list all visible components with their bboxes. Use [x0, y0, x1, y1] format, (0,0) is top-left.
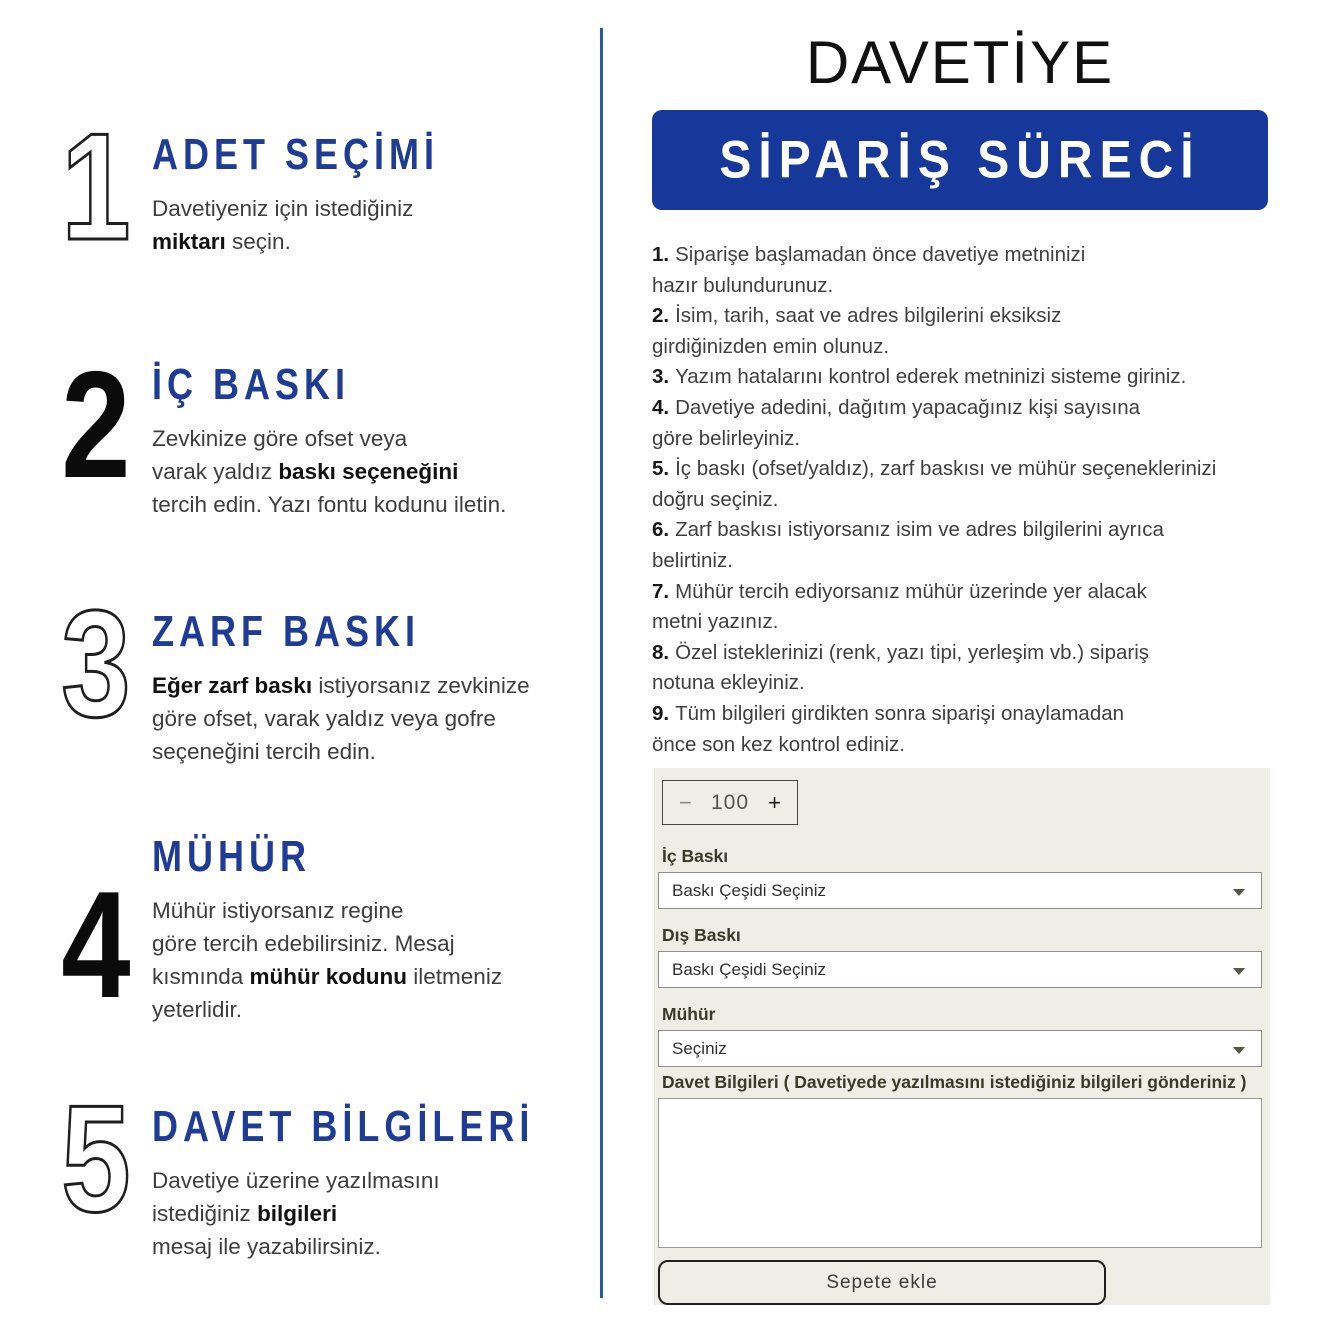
list-item-continuation: göre belirleyiniz.	[652, 426, 801, 450]
step-2-title: İÇ BASKI	[152, 358, 351, 409]
muhur-select[interactable]: Seçiniz	[658, 1030, 1262, 1067]
step-5-description: Davetiye üzerine yazılmasını istediğiniz bilgileri mesaj ile yazabilirsiniz.	[152, 1168, 440, 1259]
list-item: 9. Tüm bilgileri girdikten sonra siparişi onaylamadan	[652, 701, 1125, 725]
list-item-continuation: hazır bulundurunuz.	[652, 273, 834, 297]
quantity-increase-button[interactable]: +	[768, 789, 781, 815]
chevron-down-icon	[1233, 889, 1245, 896]
list-item: 8. Özel isteklerinizi (renk, yazı tipi, yerleşim vb.) sipariş	[652, 640, 1150, 664]
muhur-label: Mühür	[662, 1004, 716, 1024]
step-4-title: MÜHÜR	[152, 830, 311, 881]
quantity-value: 100	[710, 790, 750, 814]
list-item-continuation: önce son kez kontrol ediniz.	[652, 732, 905, 756]
step-3	[38, 579, 598, 768]
page-title: DAVETİYE	[805, 29, 1115, 96]
step-2-description: Zevkinize göre ofset veya varak yaldız baskı seçeneğini tercih edin. Yazı fontu kodunu iletin.	[152, 426, 507, 517]
vertical-divider	[600, 28, 603, 1298]
list-item-continuation: notuna ekleyiniz.	[652, 671, 805, 695]
process-list	[652, 240, 1300, 760]
quantity-stepper[interactable]	[662, 780, 798, 825]
dis-baski-select[interactable]: Baskı Çeşidi Seçiniz	[658, 951, 1262, 988]
order-form-panel	[654, 768, 1270, 1305]
davet-bilgileri-textarea[interactable]	[658, 1098, 1262, 1248]
step-5-number: 5	[60, 1074, 128, 1244]
step-3-description: Eğer zarf baskı istiyorsanız zevkinize göre ofset, varak yaldız veya gofre seçeneğini tercih edin.	[152, 673, 530, 764]
step-5-title: DAVET BİLGİLERİ	[152, 1100, 535, 1151]
list-item: 2. İsim, tarih, saat ve adres bilgilerini eksiksiz	[652, 304, 1062, 328]
list-item-continuation: metni yazınız.	[652, 610, 779, 634]
step-4-description: Mühür istiyorsanız regine göre tercih edebilirsiniz. Mesaj kısmında mühür kodunu iletmeniz yeterlidir.	[152, 898, 503, 1022]
step-2	[38, 340, 598, 521]
list-item: 6. Zarf baskısı istiyorsanız isim ve adres bilgilerini ayrıca	[652, 518, 1164, 542]
dis-baski-label: Dış Baskı	[662, 925, 741, 945]
step-4-number: 4	[60, 860, 128, 1030]
step-3-title: ZARF BASKI	[152, 605, 420, 656]
list-item: 5. İç baskı (ofset/yaldız), zarf baskısı ve mühür seçeneklerinizi	[652, 457, 1217, 481]
chevron-down-icon	[1233, 968, 1245, 975]
list-item: 7. Mühür tercih ediyorsanız mühür üzerinde yer alacak	[652, 579, 1147, 603]
list-item-continuation: girdiğinizden emin olunuz.	[652, 334, 890, 358]
step-1-description: Davetiyeniz için istediğiniz miktarı seçin.	[152, 196, 414, 254]
list-item-continuation: doğru seçiniz.	[652, 487, 779, 511]
step-3-number: 3	[60, 579, 128, 749]
ic-baski-select[interactable]: Baskı Çeşidi Seçiniz	[658, 872, 1262, 909]
list-item: 4. Davetiye adedini, dağıtım yapacağınız kişi sayısına	[652, 395, 1141, 419]
chevron-down-icon	[1233, 1047, 1245, 1054]
step-4	[38, 830, 598, 1030]
step-5	[38, 1074, 598, 1263]
step-2-number: 2	[60, 340, 128, 510]
order-process-banner	[652, 110, 1268, 210]
davet-bilgileri-label: Davet Bilgileri ( Davetiyede yazılmasını istediğiniz bilgileri gönderiniz )	[662, 1072, 1247, 1092]
add-to-cart-button[interactable]: Sepete ekle	[658, 1260, 1106, 1305]
list-item: 1. Siparişe başlamadan önce davetiye metninizi	[652, 243, 1086, 266]
ic-baski-label: İç Baskı	[662, 846, 729, 866]
step-1-title: ADET SEÇİMİ	[152, 128, 440, 179]
list-item: 3. Yazım hatalarını kontrol ederek metninizi sisteme giriniz.	[652, 365, 1187, 389]
list-item-continuation: belirtiniz.	[652, 548, 733, 572]
quantity-decrease-button[interactable]: −	[679, 789, 692, 815]
step-1-number: 1	[60, 102, 128, 272]
step-1	[38, 102, 598, 272]
order-process-banner-label: SİPARİŞ SÜRECİ	[719, 130, 1201, 190]
